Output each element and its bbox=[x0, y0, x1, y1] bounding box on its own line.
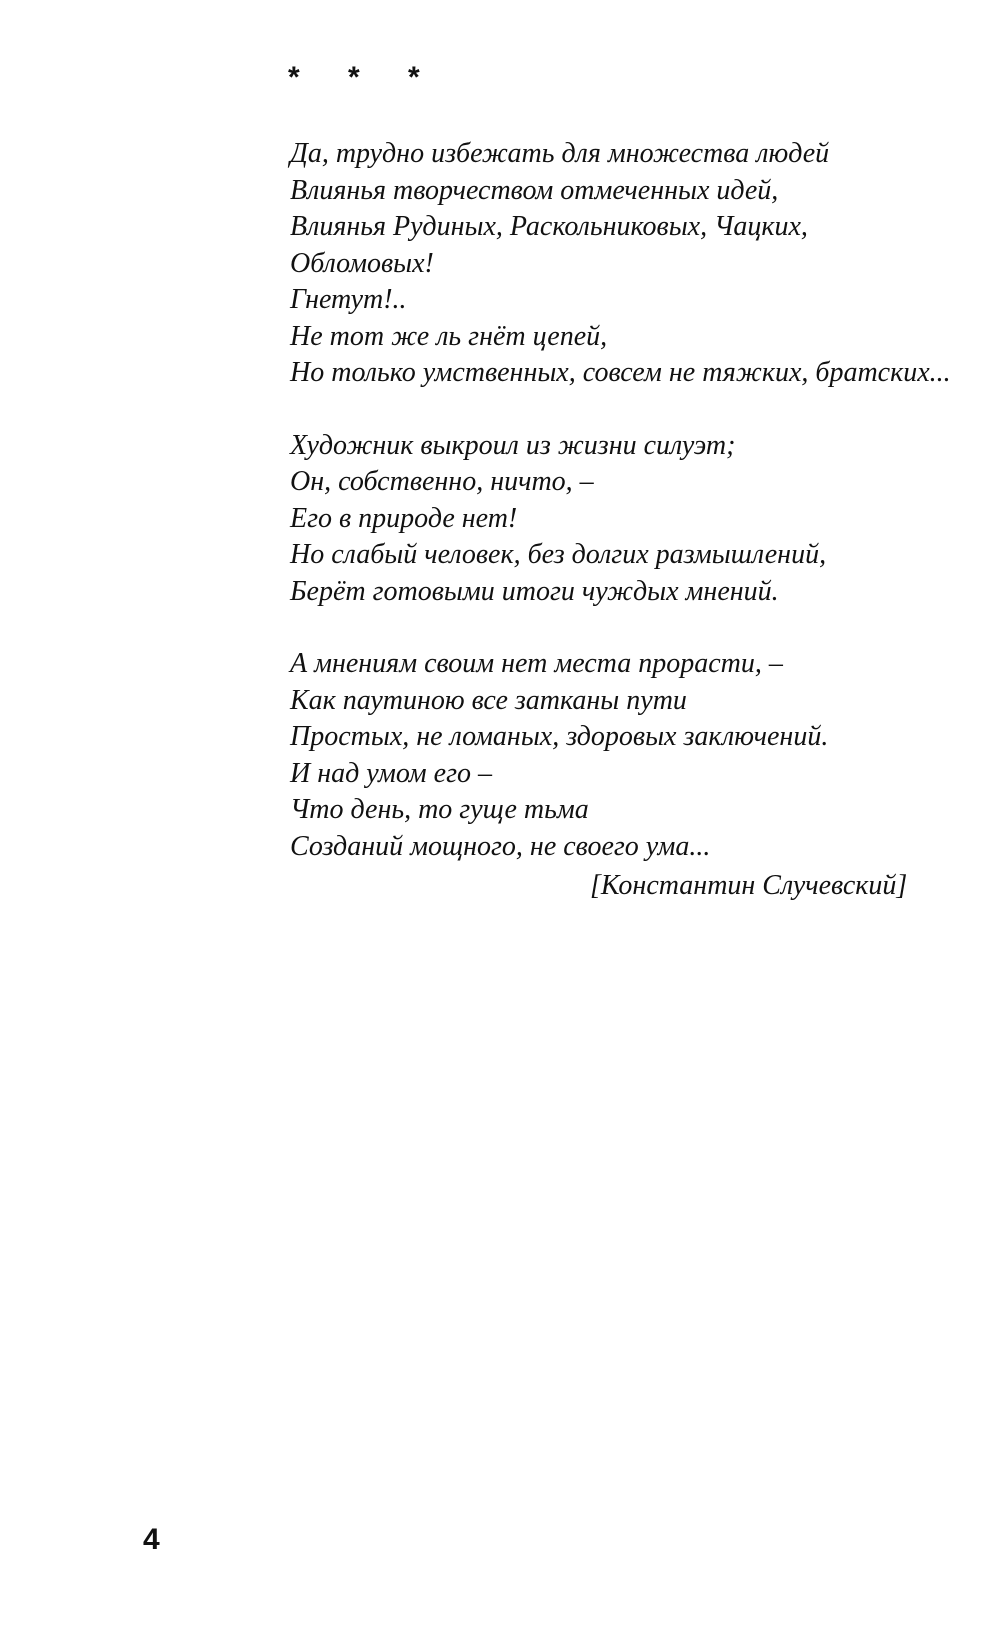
poem bbox=[290, 136, 980, 865]
stanza-1 bbox=[290, 136, 980, 392]
poem-line: И над умом его – bbox=[290, 757, 493, 789]
poem-line: Художник выкроил из жизни силуэт; bbox=[290, 429, 736, 461]
stanza-2 bbox=[290, 428, 980, 611]
poem-line: Он, собственно, ничто, – bbox=[290, 466, 594, 497]
poem-line: Что день, то гуще тьма bbox=[290, 794, 589, 825]
stanza-3 bbox=[290, 646, 980, 865]
section-separator: * * * bbox=[288, 61, 440, 94]
poem-author: [Константин Случевский] bbox=[590, 870, 908, 901]
poem-line: Как паутиною все затканы пути bbox=[290, 684, 687, 716]
poem-line: Его в природе нет! bbox=[290, 502, 518, 534]
poem-line: Гнетут!.. bbox=[290, 284, 407, 315]
poem-line: Простых, не ломаных, здоровых заключений. bbox=[290, 721, 829, 752]
poem-line: Обломовых! bbox=[290, 247, 434, 279]
poem-line: Да, трудно избежать для множества людей bbox=[290, 138, 830, 169]
poem-line: Влиянья творчеством отмеченных идей, bbox=[290, 174, 779, 206]
poem-line: Но слабый человек, без долгих размышлений, bbox=[290, 539, 827, 570]
poem-line: Влиянья Рудиных, Раскольниковых, Чацких, bbox=[290, 211, 808, 242]
poem-line: А мнениям своим нет места прорасти, – bbox=[290, 648, 783, 679]
poem-line: Созданий мощного, не своего ума... bbox=[290, 830, 711, 862]
poem-line: Берёт готовыми итоги чуждых мнений. bbox=[290, 575, 779, 607]
page-number: 4 bbox=[143, 1523, 160, 1556]
poem-line: Но только умственных, совсем не тяжких, братских... bbox=[290, 357, 951, 388]
poem-line: Не тот же ль гнёт цепей, bbox=[290, 320, 608, 352]
